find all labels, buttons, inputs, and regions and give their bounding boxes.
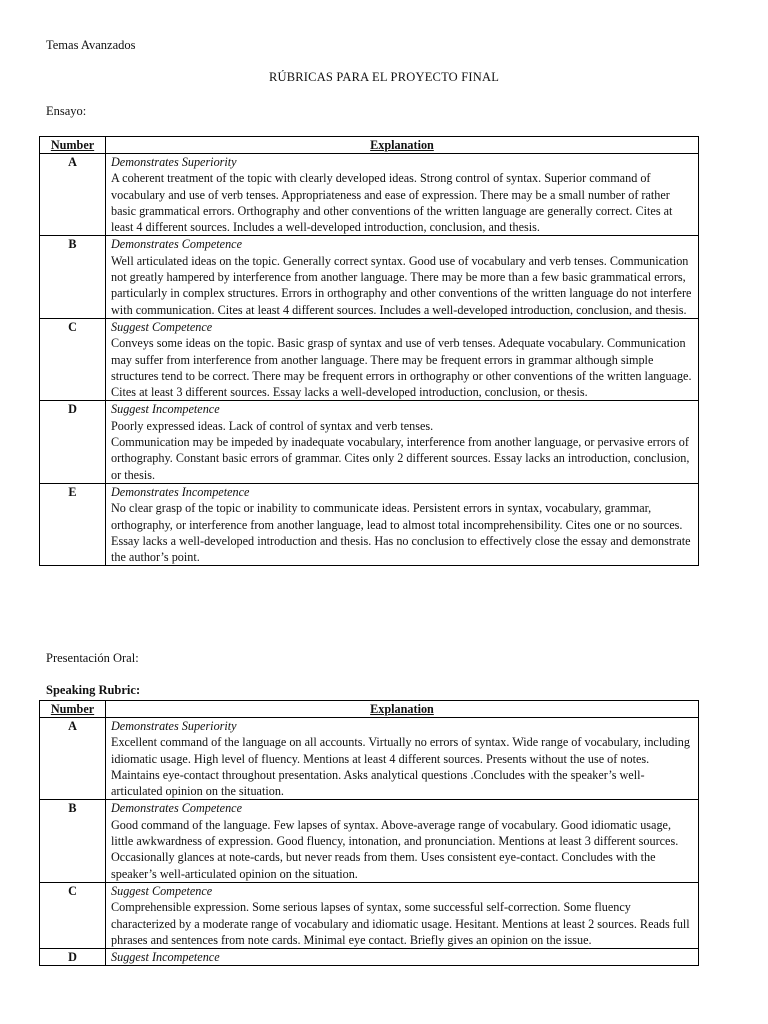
grade-cell: B (40, 236, 106, 318)
level-description: Well articulated ideas on the topic. Generally correct syntax. Good use of vocabulary and verb tenses. Communication not greatly hampered by interference from another language. There may be more than a few basic grammatical errors, particularly in complex structures. Errors in orthography and other conventions of the written language do not interfere with communication. Cites at least 4 different sources. Includes a well-developed introduction, conclusion, and thesis. (111, 253, 692, 317)
column-header-explanation: Explanation (106, 137, 699, 154)
speaking-rubric-table (39, 700, 699, 966)
level-heading: Suggest Competence (111, 883, 213, 898)
table-row (40, 236, 699, 318)
explanation-cell (106, 949, 699, 966)
explanation-cell (106, 800, 699, 882)
level-description: Comprehensible expression. Some serious lapses of syntax, some successful self-correction. Some fluency characterized by a moderate range of vocabulary and idiomatic usage. Hesitant. Mentions at least 2 sources. Reads full phrases and sentences from note cards. Minimal eye contact. Briefly gives an opinion on the issue. (111, 900, 690, 947)
grade-cell: A (40, 718, 106, 800)
column-header-number: Number (40, 701, 106, 718)
table-row (40, 718, 699, 800)
level-description: Conveys some ideas on the topic. Basic grasp of syntax and use of verb tenses. Adequate vocabulary. Communication may suffer from interference from another language. There may be frequent errors in grammar although simple structures tend to be correct. There may be frequent errors in orthography or other conventions of the written language. Cites at least 3 different sources. Essay lacks a well-developed introduction, conclusion, or thesis. (111, 336, 692, 400)
column-header-number: Number (40, 137, 106, 154)
level-heading: Demonstrates Superiority (111, 719, 237, 733)
explanation-cell (106, 483, 699, 565)
level-description: No clear grasp of the topic or inability to communicate ideas. Persistent errors in syntax, vocabulary, grammar, orthography, or interference from another language, lead to almost total incomprehensibility. Cites one or no sources. Essay lacks a well-developed introduction and thesis. Has no conclusion to effectively close the essay and demonstrate the author’s point. (111, 501, 691, 565)
table-header-row (40, 701, 699, 718)
course-header: Temas Avanzados (46, 38, 136, 52)
table-row (40, 882, 699, 948)
level-heading: Demonstrates Incompetence (111, 484, 250, 499)
table-row (40, 800, 699, 882)
page-title: RÚBRICAS PARA EL PROYECTO FINAL (268, 70, 500, 84)
grade-cell: D (40, 401, 106, 483)
explanation-cell (106, 718, 699, 800)
level-description: Excellent command of the language on all accounts. Virtually no errors of syntax. Wide range of vocabulary, including idiomatic usage. High level of fluency. Mentions at least 4 different sources. Presents without the use of notes. Maintains eye-contact throughout presentation. Asks analytical questions .Concludes with the speaker’s well-articulated opinion on the situation. (111, 735, 690, 799)
grade-cell: B (40, 800, 106, 882)
level-description: A coherent treatment of the topic with clearly developed ideas. Strong control of syntax. Superior command of vocabulary and use of verb tenses. Appropriateness and ease of expression. There may be a small number of rather basic grammatical errors. Orthography and other conventions of the written language are generally correct. Cites at least 4 different sources. Includes a well-developed introduction, conclusion, and thesis. (111, 171, 673, 235)
oral-presentation-label: Presentación Oral: (46, 651, 139, 665)
grade-cell: C (40, 882, 106, 948)
essay-label: Ensayo: (46, 104, 87, 118)
explanation-cell (106, 236, 699, 318)
table-row (40, 483, 699, 565)
explanation-cell (106, 401, 699, 483)
column-header-explanation: Explanation (106, 701, 699, 718)
level-heading: Demonstrates Superiority (111, 155, 237, 169)
explanation-cell (106, 882, 699, 948)
explanation-cell (106, 318, 699, 400)
level-heading: Suggest Competence (111, 319, 213, 334)
table-row (40, 401, 699, 483)
grade-cell: A (40, 154, 106, 236)
table-row (40, 318, 699, 400)
grade-cell: E (40, 483, 106, 565)
grade-cell: C (40, 318, 106, 400)
level-description-continued: Communication may be impeded by inadequate vocabulary, interference from another language, or pervasive errors of orthography. Constant basic errors of grammar. Cites only 2 different sources. Essay lacks an introduction, conclusion, or thesis. (111, 435, 690, 482)
level-heading: Suggest Incompetence (111, 402, 220, 417)
table-header-row (40, 137, 699, 154)
level-heading: Demonstrates Competence (111, 237, 242, 252)
level-heading: Suggest Incompetence (111, 950, 220, 965)
explanation-cell (106, 154, 699, 236)
level-heading: Demonstrates Competence (111, 801, 242, 816)
table-row (40, 154, 699, 236)
level-description: Poorly expressed ideas. Lack of control of syntax and verb tenses. (111, 418, 434, 433)
grade-cell: D (40, 949, 106, 966)
level-description: Good command of the language. Few lapses of syntax. Above-average range of vocabulary. Good idiomatic usage, little awkwardness of expression. Good fluency, intonation, and pronunciation. Mentions at least 3 different sources. Occasionally glances at note-cards, but never reads from them. Uses consistent eye-contact. Concludes with the speaker’s well-articulated opinion on the situation. (111, 817, 679, 881)
table-row (40, 949, 699, 966)
speaking-rubric-label: Speaking Rubric: (46, 683, 141, 697)
essay-rubric-table (39, 136, 699, 566)
